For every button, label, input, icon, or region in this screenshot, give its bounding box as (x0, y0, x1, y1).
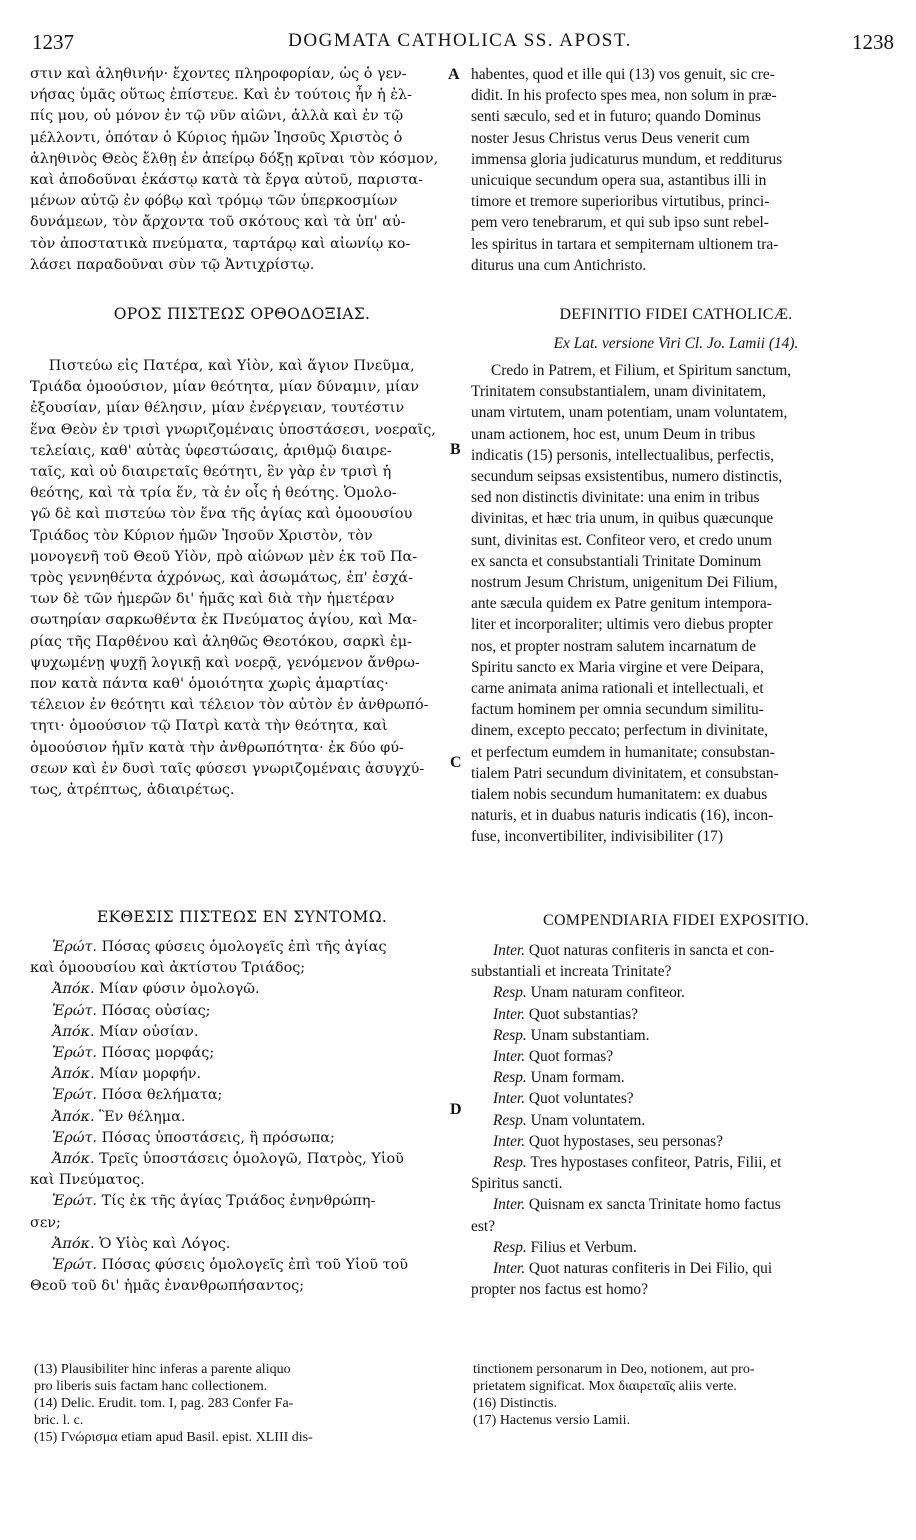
latin-qa-entry (471, 982, 881, 1003)
latin-qa-speaker: Inter. (493, 942, 526, 959)
latin-definitio-line: carne animata anima rationali et intellectuali, et (471, 680, 764, 698)
latin-definitio-line: tialem Patri secundum divinitatem, et consubstan- (471, 764, 779, 782)
greek-horos-line: Τριάδα ὁμοούσιον, μίαν θεότητα, μίαν δύναμιν, μίαν (30, 379, 419, 396)
greek-continuation-line: ἀληθινὸς Θεὸς ἔλθῃ ἐν ἀπείρῳ δόξῃ κρῖναι τὸν κόσμον, (30, 150, 439, 167)
greek-qa-speaker: Ἐρώτ. (52, 1257, 98, 1274)
greek-qa-entry (30, 1255, 454, 1276)
greek-qa-text: Πόσας οὐσίας; (101, 1002, 211, 1019)
latin-qa-entry (471, 1110, 881, 1131)
latin-qa-speaker: Resp. (493, 1069, 527, 1087)
latin-definitio-line: nostrum Jesum Christum, unigenitum Dei Filium, (471, 574, 778, 592)
greek-qa-entry (30, 1128, 454, 1149)
latin-qa-entry (471, 1088, 881, 1109)
latin-qa-speaker: Inter. (493, 1260, 526, 1278)
latin-qa-speaker: Resp. (493, 1026, 527, 1044)
greek-continuation-line: λάσει παραδοῦναι σὺν τῷ Ἀντιχρίστῳ. (30, 256, 315, 273)
latin-continuation-line: diturus una cum Antichristo. (471, 256, 647, 274)
latin-definitio-line: liter et incorporaliter; ultimis vero diebus propter (471, 616, 773, 634)
latin-qa-text: Tres hypostases confiteor, Patris, Filii, et (530, 1154, 782, 1172)
greek-qa-speaker: Ἀπόκ. (52, 1151, 95, 1168)
latin-definitio-line: sunt, divinitas est. Confiteor vero, et credo unum (471, 531, 772, 549)
footnote-left-line: pro liberis suis factam hanc collectionem. (34, 1379, 268, 1394)
latin-qa-speaker: Inter. (493, 1005, 526, 1023)
page-header (22, 30, 898, 60)
greek-qa-speaker: Ἀπόκ. (52, 1066, 95, 1083)
latin-definitio-line: Spiritu sancto ex Maria virgine et vere Deipara, (471, 658, 764, 676)
latin-qa-entry (471, 1237, 881, 1258)
greek-horos-line: σεων καὶ ἐν δυσὶ ταῖς φύσεσι γνωριζομέναις ἀσυγχύ- (30, 760, 425, 777)
greek-horos-line: ψυχωμένῃ ψυχῇ λογικῇ καὶ νοερᾷ, γενόμενον ἄνθρω- (30, 654, 420, 671)
margin-letter-c: C (450, 754, 462, 771)
greek-horos-line: γῶ δὲ καὶ πιστεύω τὸν ἕνα τῆς ἁγίας καὶ ὁμοουσίου (30, 506, 413, 523)
latin-qa-entry (471, 1258, 881, 1279)
greek-qa-speaker: Ἐρώτ. (52, 1045, 98, 1062)
latin-definitio-line: unam virtutem, unam potentiam, unam voluntatem, (471, 404, 788, 422)
greek-horos-line: μονογενῆ τοῦ Θεοῦ Υἱὸν, πρὸ αἰώνων μὲν ἐκ τοῦ Πα- (30, 548, 418, 565)
latin-qa-text: Quot formas? (528, 1048, 614, 1066)
latin-qa-entry (471, 1131, 881, 1152)
latin-continuation (471, 64, 881, 276)
greek-ekthesis-heading: ΕΚΘΕΣΙΣ ΠΙΣΤΕΩΣ ΕΝ ΣΥΝΤΟΜΩ. (96, 908, 388, 926)
greek-qa-entry (30, 1234, 454, 1255)
greek-qa-entry (30, 1149, 454, 1170)
greek-horos-line: πον κατὰ πάντα καθ' ὁμοιότητα χωρὶς ἁμαρτίας· (30, 676, 389, 693)
latin-definitio-line: sed non distinctis divinitate: una enim in tribus (471, 489, 760, 507)
greek-qa-entry (30, 1064, 454, 1085)
greek-horos-line: Πιστεύω εἰς Πατέρα, καὶ Υἱὸν, καὶ ἅγιον Πνεῦμα, (48, 358, 415, 374)
latin-definitio-line: Credo in Patrem, et Filium, et Spiritum sanctum, (491, 362, 792, 379)
latin-definitio-line: et perfectum eumdem in humanitate; consubstan- (471, 743, 775, 761)
latin-definitio-heading-wrap (471, 304, 881, 354)
greek-horos-line: τητι· ὁμοούσιον τῷ Πατρὶ κατὰ τὴν θεότητα, καὶ (30, 718, 388, 735)
latin-definitio-line: fuse, inconvertibiliter, indivisibiliter (17) (471, 828, 723, 846)
greek-qa-speaker: Ἀπόκ. (52, 981, 95, 998)
greek-horos-line: ὁμοούσιον ἡμῖν κατὰ τὴν ἀνθρωπότητα· ἐκ δύο φύ- (30, 739, 404, 756)
greek-continuation-line: μένων αὐτῷ ἐν φόβῳ καὶ τρόμῳ τῶν ὑπερκοσμίων (30, 193, 398, 210)
greek-horos-line: τρὸς γεννηθέντα ἀχρόνως, καὶ ἀσωμάτως, ἐπ' ἐσχά- (30, 570, 414, 587)
greek-horos-line: θεότης, καὶ τὰ τρία ἕν, τὰ ἐν οἷς ἡ θεότης. Ὁμολο- (30, 485, 397, 502)
greek-continuation-line: καὶ ἀποδοῦναι ἑκάστῳ κατὰ τὰ ἔργα αὐτοῦ, παριστα- (30, 172, 423, 189)
greek-horos-body (30, 356, 454, 801)
greek-continuation-line: πίς μου, οὐ μόνον ἐν τῷ νῦν αἰῶνι, ἀλλὰ καὶ ἐν τῷ (30, 108, 404, 125)
latin-definitio-line: naturis, et in duabus naturis indicatis (16), incon- (471, 807, 774, 825)
margin-letter-a: A (448, 66, 460, 83)
latin-definitio-line: factum hominem per omnia secundum similitu- (471, 701, 764, 719)
greek-qa-entry (30, 979, 454, 1000)
greek-qa-speaker: Ἀπόκ. (52, 1023, 95, 1040)
footnote-left-line: (15) Γνώρισμα etiam apud Basil. epist. XLIII dis- (34, 1430, 313, 1445)
margin-letter-b: B (450, 441, 461, 458)
latin-qa-speaker: Inter. (493, 1048, 526, 1066)
latin-qa-text: Unam formam. (530, 1069, 625, 1087)
latin-qa-text: Unam substantiam. (530, 1026, 650, 1044)
latin-qa-speaker: Resp. (493, 1238, 527, 1256)
latin-qa-text: Unam naturam confiteor. (530, 984, 685, 1002)
greek-qa-text: Πόσας ὑποστάσεις, ἢ πρόσωπα; (101, 1129, 335, 1146)
latin-continuation-line: senti sæculo, sed et in futuro; quando Dominus (471, 108, 761, 126)
greek-qa-speaker: Ἐρώτ. (52, 1193, 98, 1210)
greek-qa-speaker: Ἐρώτ. (52, 1002, 98, 1019)
latin-continuation-line: unicuique secundum opera sua, astantibus illi in (471, 172, 767, 190)
latin-qa-text: Filius et Verbum. (530, 1238, 637, 1256)
greek-qa-text: Πόσας φύσεις ὁμολογεῖς ἐπὶ τῆς ἁγίας (101, 939, 387, 955)
greek-continuation-line: νήσας ὑμᾶς οὕτως ἐπίστευε. Καὶ ἐν τούτοις ἦν ἡ ἐλ- (30, 87, 413, 104)
greek-continuation-line: μέλλοντι, ὁπόταν ὁ Κύριος ἡμῶν Ἰησοῦς Χριστὸς ὁ (30, 129, 403, 146)
latin-qa-text: Quot voluntates? (528, 1090, 634, 1108)
greek-qa-speaker: Ἀπόκ. (52, 1108, 95, 1125)
latin-qa-entry (471, 1067, 881, 1088)
latin-qa-entry (471, 1194, 881, 1215)
greek-qa-text: Πόσας μορφάς; (101, 1045, 215, 1062)
greek-qa-text: Πόσας φύσεις ὁμολογεῖς ἐπὶ τοῦ Υἱοῦ τοῦ (101, 1257, 409, 1274)
latin-qa-speaker: Inter. (493, 1132, 526, 1150)
greek-qa-list (30, 937, 454, 1297)
greek-continuation-line: δυνάμεων, τὸν ἄρχοντα τοῦ σκότους καὶ τὰ ὑπ' αὐ- (30, 214, 406, 231)
greek-horos-line: τως, ἀτρέπτως, ἀδιαιρέτως. (30, 782, 235, 799)
footnote-left-line: (13) Plausibiliter hinc inferas a parente aliquo (34, 1362, 291, 1377)
latin-qa-entry (471, 1004, 881, 1025)
greek-horos-line: σωτηρίαν σαρκωθέντα ἐκ Πνεύματος ἁγίου, καὶ Μα- (30, 612, 418, 629)
greek-qa-speaker: Ἀπόκ. (52, 1235, 95, 1252)
latin-qa-speaker: Resp. (493, 1154, 527, 1172)
greek-qa-speaker: Ἐρώτ. (52, 939, 98, 955)
footnotes-right (473, 1361, 883, 1429)
greek-qa-entry (30, 1107, 454, 1128)
latin-qa-entry (471, 1152, 881, 1173)
greek-qa-entry (30, 1022, 454, 1043)
latin-qa-continuation: propter nos factus est homo? (471, 1281, 648, 1299)
margin-letter-d: D (450, 1101, 462, 1118)
greek-qa-continuation: καὶ Πνεύματος. (30, 1172, 145, 1189)
latin-compendiaria-heading: COMPENDIARIA FIDEI EXPOSITIO. (542, 912, 810, 929)
greek-qa-text: Τίς ἐκ τῆς ἁγίας Τριάδος ἐνηνθρώπη- (101, 1193, 376, 1210)
greek-ekthesis-heading-wrap (30, 907, 454, 928)
page-number-left: 1237 (32, 30, 74, 54)
greek-qa-text: Μίαν φύσιν ὁμολογῶ. (99, 981, 260, 998)
greek-qa-text: Ὁ Υἱὸς καὶ Λόγος. (99, 1235, 231, 1252)
latin-qa-speaker: Resp. (493, 984, 527, 1002)
latin-qa-text: Quot naturas confiteris in Dei Filio, qui (528, 1260, 773, 1278)
greek-horos-heading: ΟΡΟΣ ΠΙΣΤΕΩΣ ΟΡΘΟΔΟΞΙΑΣ. (113, 305, 371, 323)
greek-qa-entry (30, 1191, 454, 1212)
footnote-left-line: bric. l. c. (34, 1413, 84, 1428)
greek-qa-entry (30, 1043, 454, 1064)
latin-definitio-line: nos, et propter nostram salutem incarnatum de (471, 637, 757, 655)
latin-compendiaria-heading-wrap (471, 910, 881, 931)
latin-definitio-subtitle: Ex Lat. versione Viri Cl. Jo. Lamii (14). (553, 335, 799, 353)
latin-qa-text: Quisnam ex sancta Trinitate homo factus (528, 1196, 781, 1214)
latin-qa-entry (471, 1025, 881, 1046)
latin-qa-entry (471, 1046, 881, 1067)
greek-continuation-line: στιν καὶ ἀληθινήν· ἔχοντες πληροφορίαν, ὡς ὁ γεν- (30, 66, 407, 82)
latin-continuation-line: timore et tremore superioribus virtutibus, princi- (471, 193, 770, 211)
latin-definitio-line: divinitas, et hæc tria unum, in quibus quæcunque (471, 510, 774, 528)
latin-continuation-line: noster Jesus Christus verus Deus venerit cum (471, 129, 750, 147)
latin-definitio-line: Trinitatem consubstantialem, unam divinitatem, (471, 383, 766, 401)
greek-qa-speaker: Ἐρώτ. (52, 1129, 98, 1146)
latin-qa-speaker: Inter. (493, 1196, 526, 1214)
latin-definitio-line: unam actionem, hoc est, unum Deum in tribus (471, 425, 756, 443)
latin-continuation-line: les spiritus in tartara et sempiternam ultionem tra- (471, 235, 779, 253)
latin-definitio-line: tialem nobis secundum humanitatem: ex duabus (471, 786, 768, 804)
latin-qa-speaker: Resp. (493, 1111, 527, 1129)
greek-qa-text: Μίαν οὐσίαν. (99, 1023, 199, 1040)
running-title: DOGMATA CATHOLICA SS. APOST. (288, 30, 632, 51)
latin-qa-text: Quot naturas confiteris in sancta et con- (528, 942, 775, 959)
latin-qa-text: Quot substantias? (528, 1005, 638, 1023)
greek-qa-entry (30, 1085, 454, 1106)
greek-horos-line: ρίας τῆς Παρθένου καὶ ἀληθῶς Θεοτόκου, σαρκὶ ἐμ- (30, 633, 412, 650)
greek-continuation (30, 64, 454, 276)
latin-continuation-line: immensa gloria judicaturus mundum, et redditurus (471, 150, 783, 168)
page-number-right: 1238 (852, 30, 894, 54)
latin-continuation-line: didit. In his profecto spes mea, non solum in præ- (471, 87, 777, 105)
latin-definitio-heading: DEFINITIO FIDEI CATHOLICÆ. (559, 306, 793, 323)
footnote-right-line: (16) Distinctis. (473, 1396, 557, 1411)
latin-qa-continuation: est? (471, 1217, 495, 1235)
latin-definitio-line: secundum seipsas exsistentibus, numero distinctis, (471, 468, 783, 486)
latin-qa-list (471, 940, 881, 1300)
greek-horos-line: των δὲ τῶν ἡμερῶν δι' ἡμᾶς καὶ διὰ τὴν ἡμετέραν (30, 591, 395, 608)
greek-horos-line: τελείαις, καθ' αὑτὰς ὑφεστώσαις, ἀριθμῷ διαιρε- (30, 442, 392, 459)
footnote-right-line: prietatem significat. Mox διαιρεταῖς aliis verte. (473, 1379, 737, 1394)
latin-continuation-line: habentes, quod et ille qui (13) vos genuit, sic cre- (471, 66, 775, 83)
latin-qa-speaker: Inter. (493, 1090, 526, 1108)
latin-definitio-line: indicatis (15) personis, intellectualibus, perfectis, (471, 446, 775, 464)
greek-horos-line: Τριάδος τὸν Κύριον ἡμῶν Ἰησοῦν Χριστὸν, τὸν (30, 527, 373, 544)
footnote-right-line: tinctionem personarum in Deo, notionem, aut pro- (473, 1362, 755, 1377)
greek-horos-line: ἕνα Θεὸν ἐν τρισὶ γνωριζομέναις ὑποστάσεσι, νοεραῖς, (30, 421, 436, 438)
greek-qa-text: Πόσα θελήματα; (101, 1087, 223, 1104)
latin-definitio-line: dinem, excepto peccato; perfectum in divinitate, (471, 722, 769, 740)
greek-qa-entry (30, 937, 454, 958)
greek-qa-text: Τρεῖς ὑποστάσεις ὁμολογῶ, Πατρὸς, Υἱοῦ (99, 1151, 404, 1168)
greek-horos-line: ἐξουσίαν, μίαν θέλησιν, μίαν ἐνέργειαν, τουτέστιν (30, 400, 405, 417)
latin-qa-entry (471, 940, 881, 961)
latin-continuation-line: pem vero tenebrarum, et qui sub ipso sunt rebel- (471, 214, 769, 232)
latin-qa-continuation: substantiali et increata Trinitate? (471, 963, 672, 981)
latin-definitio-line: ante sæcula quidem ex Patre genitum intempora- (471, 595, 772, 613)
latin-definitio-body (471, 360, 881, 848)
latin-qa-text: Unam voluntatem. (530, 1111, 646, 1129)
latin-definitio-line: ex sancta et consubstantiali Trinitate Dominum (471, 552, 762, 570)
greek-horos-line: τέλειον ἐν θεότητι καὶ τέλειον τὸν αὐτὸν ἐν ἀνθρωπό- (30, 697, 429, 714)
greek-qa-continuation: σεν; (30, 1214, 61, 1231)
greek-qa-speaker: Ἐρώτ. (52, 1087, 98, 1104)
greek-horos-heading-wrap (30, 304, 454, 325)
latin-qa-continuation: Spiritus sancti. (471, 1175, 563, 1193)
footnotes-left (34, 1361, 446, 1446)
footnote-left-line: (14) Delic. Erudit. tom. I, pag. 283 Confer Fa- (34, 1396, 294, 1411)
greek-continuation-line: τὸν ἀποστατικὰ πνεύματα, ταρτάρῳ καὶ αἰωνίῳ κο- (30, 235, 411, 252)
greek-qa-continuation: Θεοῦ τοῦ δι' ἡμᾶς ἐνανθρωπήσαντος; (30, 1278, 305, 1295)
greek-qa-entry (30, 1001, 454, 1022)
greek-horos-line: ταῖς, καὶ οὐ διαιρεταῖς θεότητι, ἓν γὰρ ἐν τρισὶ ἡ (30, 464, 392, 481)
footnote-right-line: (17) Hactenus versio Lamii. (473, 1413, 631, 1428)
greek-qa-continuation: καὶ ὁμοουσίου καὶ ἀκτίστου Τριάδος; (30, 960, 306, 977)
greek-qa-text: Μίαν μορφήν. (99, 1066, 202, 1083)
greek-qa-text: Ἓν θέλημα. (99, 1108, 186, 1125)
latin-qa-text: Quot hypostases, seu personas? (528, 1132, 723, 1150)
